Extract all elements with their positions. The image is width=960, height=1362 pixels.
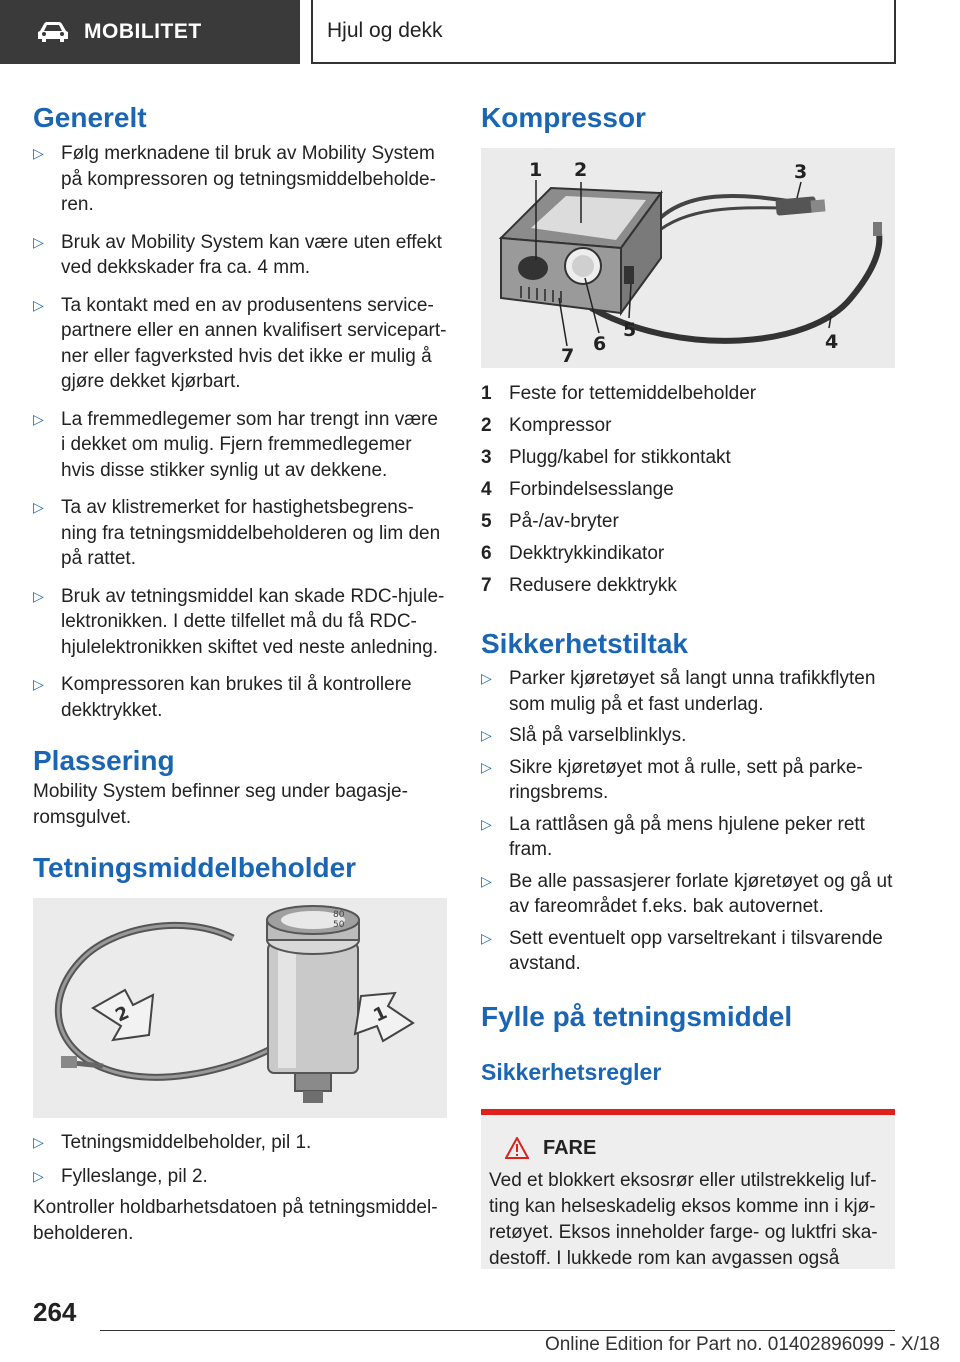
heading-kompressor: Kompressor	[481, 102, 646, 133]
legend-label: Plugg/kabel for stikkontakt	[509, 447, 731, 468]
heading-plassering: Plassering	[33, 745, 175, 776]
heading-beholder: Tetningsmiddelbeholder	[33, 852, 357, 883]
compressor-legend	[481, 378, 895, 602]
legend-label: Forbindelsesslange	[509, 479, 674, 500]
warning-text: Ved et blokkert eksosrør eller utilstrekkelig luf‐ting kan helseskadelig eksos komme inn i kjø‐retøyet. Eksos inneholder farge- og luktfri ska‐destoff. I lukkede rom kan avgassen også	[489, 1169, 878, 1269]
legend-item	[481, 442, 895, 474]
list-item: ▷ Fylleslange, pil 2.	[33, 1164, 447, 1190]
section-header	[0, 0, 300, 64]
chapter-title: Hjul og dekk	[327, 19, 443, 42]
cap-label-bottom: 50	[333, 920, 345, 930]
section-title: MOBILITET	[84, 20, 202, 43]
beholder-list	[33, 1130, 447, 1189]
warning-label: FARE	[543, 1136, 597, 1159]
compressor-figure	[481, 148, 895, 368]
list-item: ▷ Sett eventuelt opp varseltrekant i tilsvarende avstand.	[481, 926, 895, 977]
legend-item	[481, 410, 895, 442]
page-number: 264	[33, 1297, 77, 1327]
legend-number: 1	[481, 383, 492, 404]
callout-4: 4	[825, 331, 839, 353]
callout-6: 6	[593, 333, 607, 355]
legend-number: 7	[481, 575, 492, 596]
arrow-label-2: 2	[112, 1002, 133, 1027]
list-item: ▷ Bruk av tetningsmiddel kan skade RDC-hjule‐lektronikken. I dette tilfellet må du få RDC-hjulelektronikken skiftet ved neste anledning.	[33, 584, 447, 661]
list-item: ▷ Slå på varselblinklys.	[481, 723, 895, 749]
chapter-header	[311, 0, 896, 64]
plassering-text: Mobility System befinner seg under bagasje‐romsgulvet.	[33, 781, 408, 828]
legend-label: Feste for tettemiddelbeholder	[509, 383, 757, 404]
warning-triangle-icon	[505, 1137, 529, 1159]
list-item: ▷ Parker kjøretøyet så langt unna trafikkflyten som mulig på et fast underlag.	[481, 666, 895, 717]
sikkerhetstiltak-list	[481, 666, 895, 977]
compressor-illustration	[481, 148, 895, 368]
arrow-label-1: 1	[370, 1002, 391, 1027]
callout-7: 7	[561, 345, 575, 367]
legend-item	[481, 570, 895, 602]
legend-number: 2	[481, 415, 492, 436]
legend-label: Kompressor	[509, 415, 612, 436]
list-item: ▷ Ta kontakt med en av produsentens service‐partnere eller en annen kvalifisert servicepart‐ner eller fagverksted hvis det ikke er mulig å gjøre dekket kjørbart.	[33, 293, 447, 395]
warning-title	[505, 1137, 887, 1160]
list-item: ▷ Be alle passasjerer forlate kjøretøyet og gå ut av fareområdet f.eks. bak autovernet.	[481, 869, 895, 920]
callout-1: 1	[529, 159, 543, 181]
list-item: ▷ La rattlåsen gå på mens hjulene peker rett fram.	[481, 812, 895, 863]
legend-item	[481, 378, 895, 410]
list-item: ▷ La fremmedlegemer som har trengt inn være i dekket om mulig. Fjern fremmedlegemer hvis disse stikker synlig ut av dekkene.	[33, 407, 447, 484]
legend-number: 5	[481, 511, 492, 532]
callout-3: 3	[794, 161, 808, 183]
callout-2: 2	[574, 159, 588, 181]
heading-fylle: Fylle på tetningsmiddel	[481, 1000, 793, 1032]
beholder-text: Kontroller holdbarhetsdatoen på tetningsmiddel‐beholderen.	[33, 1197, 438, 1244]
list-item: ▷ Ta av klistremerket for hastighetsbegrens‐ning fra tetningsmiddelbeholderen og lim den på rattet.	[33, 495, 447, 572]
legend-label: Dekktrykkindikator	[509, 543, 665, 564]
list-item: ▷ Følg merknadene til bruk av Mobility System på kompressoren og tetningsmiddelbeholde‐ren.	[33, 141, 447, 218]
list-item: ▷ Sikre kjøretøyet mot å rulle, sett på parke‐ringsbrems.	[481, 755, 895, 806]
cap-label-top: 80	[333, 910, 345, 920]
heading-generelt: Generelt	[33, 102, 147, 133]
right-column	[481, 100, 895, 1269]
generelt-list	[33, 141, 447, 723]
legend-label: Redusere dekktrykk	[509, 575, 677, 596]
footer-divider	[100, 1330, 895, 1331]
legend-number: 3	[481, 447, 492, 468]
legend-item	[481, 538, 895, 570]
legend-item	[481, 506, 895, 538]
warning-box	[481, 1109, 895, 1269]
callout-5: 5	[623, 319, 637, 341]
subheading-sikkerhetsregler: Sikkerhetsregler	[481, 1058, 662, 1085]
list-item: ▷ Kompressoren kan brukes til å kontrollere dekktrykket.	[33, 672, 447, 723]
list-item: ▷ Tetningsmiddelbeholder, pil 1.	[33, 1130, 447, 1156]
legend-label: På-/av-bryter	[509, 511, 619, 532]
legend-item	[481, 474, 895, 506]
car-icon	[36, 21, 70, 43]
list-item: ▷ Bruk av Mobility System kan være uten effekt ved dekkskader fra ca. 4 mm.	[33, 230, 447, 281]
footer-edition: Online Edition for Part no. 01402896099 - X/18	[544, 1334, 940, 1355]
sealant-container-illustration	[33, 898, 447, 1118]
left-column	[33, 100, 447, 1246]
sealant-container-figure	[33, 898, 447, 1118]
legend-number: 4	[481, 479, 492, 500]
legend-number: 6	[481, 543, 492, 564]
heading-sikkerhetstiltak: Sikkerhetstiltak	[481, 628, 688, 659]
